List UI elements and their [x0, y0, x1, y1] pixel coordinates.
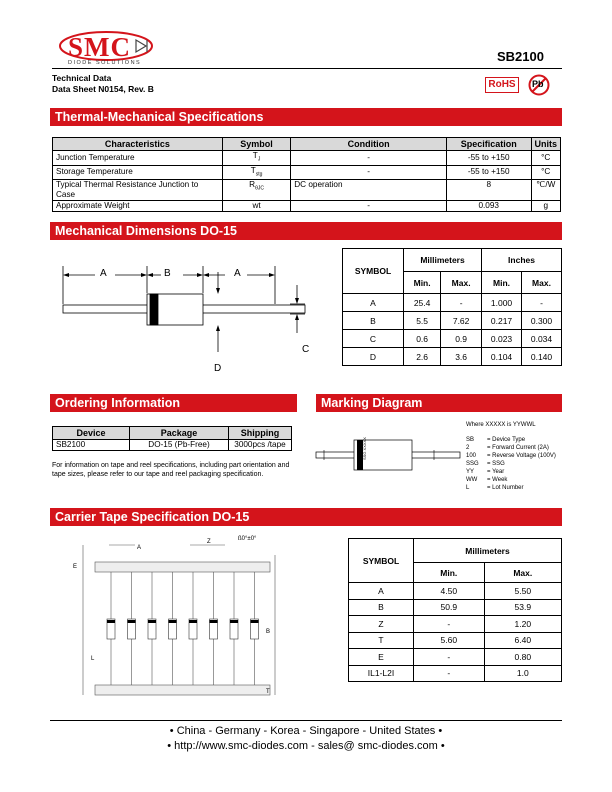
tape-diode-band: [210, 620, 218, 623]
cell: °C: [531, 165, 561, 180]
legend-row: [466, 436, 556, 444]
section-marking-title: Marking Diagram: [316, 394, 562, 412]
legend-value: = Device Type: [487, 437, 526, 443]
cell: °C: [531, 151, 561, 166]
marking-text-line2: SSG XXXXX: [362, 437, 367, 460]
legend-key: SB: [466, 437, 475, 443]
cell: Approximate Weight: [53, 201, 223, 212]
tape-diode-band: [148, 620, 156, 623]
sub: stg: [255, 171, 263, 178]
table-row: [349, 665, 562, 682]
tape-label-a: A: [137, 545, 142, 551]
cell: g: [531, 201, 561, 212]
cell: IL1-L2I: [349, 665, 414, 682]
dim-label-c: C: [302, 344, 310, 355]
cell: 1.000: [482, 294, 522, 312]
legend-key: 2: [466, 445, 470, 451]
cell-symbol: $T_{stg}$: [222, 165, 290, 180]
tape-diode-band: [169, 620, 177, 623]
cell: C: [343, 330, 404, 348]
legend-row: [466, 444, 556, 452]
marking-legend: [466, 436, 556, 492]
cell: 25.4: [404, 294, 441, 312]
col-symbol: SYMBOL: [349, 539, 414, 583]
table-row: [349, 632, 562, 649]
cell: 4.50: [414, 583, 485, 600]
tape-diode-band: [189, 620, 197, 623]
footer-locations: • China - Germany - Korea - Singapore - United States •: [169, 725, 443, 737]
part-number: SB2100: [497, 49, 544, 64]
logo-text: SMC: [68, 32, 131, 62]
col-symbol: Symbol: [222, 138, 290, 151]
cell-symbol: wt: [222, 201, 290, 212]
sub: θJC: [255, 185, 264, 192]
rohs-badge-label: RoHS: [488, 79, 516, 90]
tape-label-b: B: [266, 629, 271, 635]
col-shipping: Shipping: [229, 427, 292, 440]
legend-row: [466, 476, 556, 484]
dim-label-d: D: [214, 363, 222, 374]
col-millimeters: Millimeters: [404, 249, 482, 272]
marking-where: Where XXXXX is YYWWL: [466, 422, 536, 428]
tape-label-l: L: [91, 656, 95, 662]
col-inches: Inches: [482, 249, 562, 272]
do15-dimension-drawing: [55, 260, 325, 390]
legend-value: = Forward Current (2A): [487, 445, 549, 451]
cell: 0.104: [482, 348, 522, 366]
cell: 0.9: [441, 330, 482, 348]
col-min: Min.: [482, 272, 522, 294]
marking-diagram: [314, 432, 464, 482]
table-row: [53, 201, 561, 212]
legend-value: = Week: [487, 477, 508, 483]
dim-label-b: B: [164, 268, 171, 279]
legend-key: WW: [466, 477, 478, 483]
cell: B: [349, 599, 414, 616]
table-row: [349, 599, 562, 616]
cell: SB2100: [53, 440, 130, 451]
cell: DC operation: [291, 180, 447, 201]
cell: -: [291, 201, 447, 212]
cell: Storage Temperature: [53, 165, 223, 180]
cell-symbol: $R_{\theta JC}$: [222, 180, 290, 201]
cell: A: [343, 294, 404, 312]
cell: 6.40: [484, 632, 561, 649]
pb-label: Pb: [532, 79, 544, 89]
legend-row: [466, 484, 556, 492]
cell: -: [414, 649, 485, 666]
legend-key: 100: [466, 453, 477, 459]
cell: -55 to +150: [446, 165, 531, 180]
tape-label-angle: ß0°±0°: [238, 536, 257, 542]
cell: 1.20: [484, 616, 561, 633]
section-ordering-title: Ordering Information: [50, 394, 297, 412]
table-row: [53, 165, 561, 180]
cell: 0.217: [482, 312, 522, 330]
table-row: [343, 348, 562, 366]
header-rule: [52, 68, 562, 69]
col-min: Min.: [404, 272, 441, 294]
cell: 3000pcs /tape: [229, 440, 292, 451]
cell-symbol: $T_J$: [222, 151, 290, 166]
tape-diode-band: [251, 620, 259, 623]
legend-row: [466, 460, 556, 468]
table-row: [349, 616, 562, 633]
cell: 7.62: [441, 312, 482, 330]
technical-data-label: Technical Data: [52, 73, 112, 83]
section-carrier-title: Carrier Tape Specification DO-15: [50, 508, 562, 526]
carrier-table: [348, 538, 562, 682]
col-millimeters: Millimeters: [414, 539, 562, 563]
logo-subtitle: DIODE SOLUTIONS: [68, 60, 142, 66]
tape-diode-band: [128, 620, 136, 623]
col-max: Max.: [522, 272, 562, 294]
table-row: [53, 151, 561, 166]
pb-free-icon: [528, 74, 550, 96]
tape-diode-band: [107, 620, 115, 623]
tape-label-t: T: [266, 689, 270, 695]
table-row: [349, 583, 562, 600]
cell: A: [349, 583, 414, 600]
col-symbol: SYMBOL: [343, 249, 404, 294]
cell: B: [343, 312, 404, 330]
col-units: Units: [531, 138, 561, 151]
cell: 0.80: [484, 649, 561, 666]
legend-row: [466, 452, 556, 460]
cell: Typical Thermal Resistance Junction to Case: [53, 180, 223, 201]
cell: 0.093: [446, 201, 531, 212]
tape-label-z: Z: [207, 539, 211, 545]
cell: 0.6: [404, 330, 441, 348]
cell: -: [291, 165, 447, 180]
cell: E: [349, 649, 414, 666]
cell: DO-15 (Pb-Free): [130, 440, 229, 451]
col-condition: Condition: [291, 138, 447, 151]
section-thermal-title: Thermal-Mechanical Specifications: [50, 108, 562, 126]
cell: 2.6: [404, 348, 441, 366]
cell: -55 to +150: [446, 151, 531, 166]
footer-rule: [50, 720, 562, 721]
legend-value: = SSG: [487, 461, 505, 467]
legend-value: = Reverse Voltage (100V): [487, 453, 556, 459]
col-min: Min.: [414, 563, 485, 583]
tape-label-e: E: [73, 564, 78, 570]
cell: ℃/W: [531, 180, 561, 201]
table-row: [343, 312, 562, 330]
rohs-badge: [485, 77, 519, 93]
cell: 8: [446, 180, 531, 201]
cell: -: [441, 294, 482, 312]
col-specification: Specification: [446, 138, 531, 151]
col-max: Max.: [441, 272, 482, 294]
cell: Z: [349, 616, 414, 633]
ordering-note: For information on tape and reel specifications, including part orientation and tape sizes, please refer to our tape and reel packaging specification.: [52, 462, 290, 478]
legend-value: = Year: [487, 469, 505, 475]
cell: 53.9: [484, 599, 561, 616]
tape-diode-band: [230, 620, 238, 623]
section-mech-title: Mechanical Dimensions DO-15: [50, 222, 562, 240]
col-package: Package: [130, 427, 229, 440]
sub: J: [257, 156, 261, 163]
legend-key: SSG: [466, 461, 479, 467]
cell: -: [414, 665, 485, 682]
cell: -: [522, 294, 562, 312]
table-row: [53, 440, 292, 451]
carrier-tape-drawing: [75, 535, 290, 705]
thermal-table: [52, 137, 561, 212]
cell: Junction Temperature: [53, 151, 223, 166]
cell: 50.9: [414, 599, 485, 616]
cell: 0.140: [522, 348, 562, 366]
table-row: [349, 649, 562, 666]
dim-label-a-left: A: [100, 268, 107, 279]
cell: -: [291, 151, 447, 166]
footer-contact: • http://www.smc-diodes.com - sales@ smc-diodes.com •: [167, 740, 445, 752]
cell: 0.300: [522, 312, 562, 330]
ordering-table: [52, 426, 292, 451]
cell: 0.034: [522, 330, 562, 348]
mech-dimensions-table: [342, 248, 562, 366]
cell: 0.023: [482, 330, 522, 348]
marking-text-line1: SB2100: [356, 440, 361, 455]
col-device: Device: [53, 427, 130, 440]
cell: 1.0: [484, 665, 561, 682]
datasheet-revision: Data Sheet N0154, Rev. B: [52, 84, 154, 94]
cell: 5.50: [484, 583, 561, 600]
tape-components: [107, 572, 259, 685]
legend-row: [466, 468, 556, 476]
cell: 3.6: [441, 348, 482, 366]
cell: -: [414, 616, 485, 633]
table-row: [53, 180, 561, 201]
table-row: [343, 330, 562, 348]
col-characteristics: Characteristics: [53, 138, 223, 151]
table-row: [343, 294, 562, 312]
cell: D: [343, 348, 404, 366]
cell: T: [349, 632, 414, 649]
dim-label-a-right: A: [234, 268, 241, 279]
logo: [52, 28, 160, 68]
cell: 5.60: [414, 632, 485, 649]
col-max: Max.: [484, 563, 561, 583]
legend-value: = Lot Number: [487, 485, 524, 491]
legend-key: YY: [466, 469, 475, 475]
cell: 5.5: [404, 312, 441, 330]
legend-key: L: [466, 485, 470, 491]
